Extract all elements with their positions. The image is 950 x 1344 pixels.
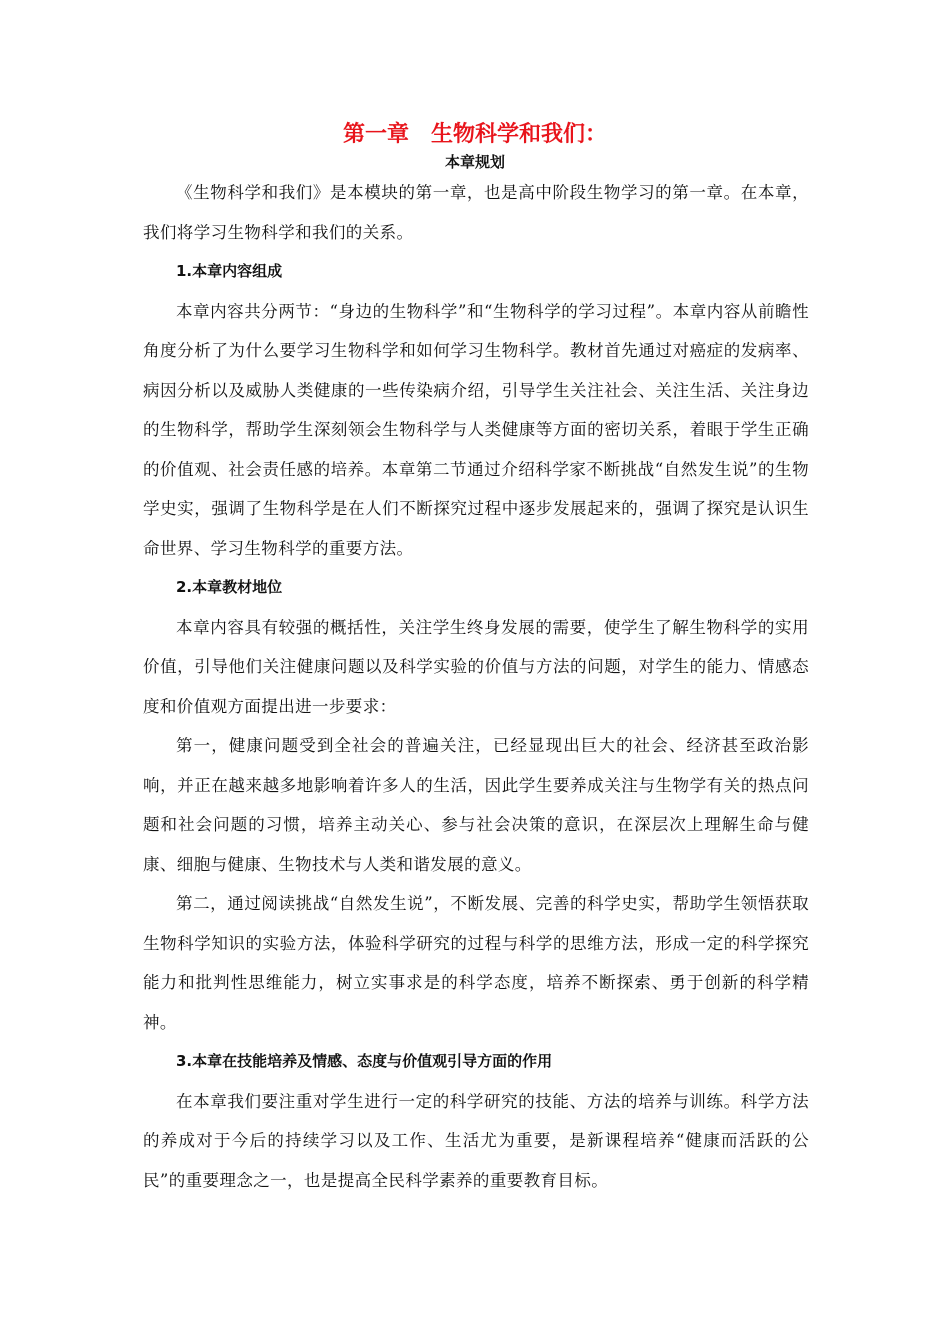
section-1: [143, 252, 809, 568]
chapter-title: 第一章 生物科学和我们：: [342, 122, 607, 147]
section-heading: 1.本章内容组成: [176, 262, 283, 280]
section-2: [143, 568, 809, 1042]
section-paragraph: 第一，健康问题受到全社会的普遍关注，已经显现出巨大的社会、经济甚至政治影响，并正在越来越多地影响着许多人的生活，因此学生要养成关注与生物学有关的热点问题和社会问题的习惯，培养主动关心、参与社会决策的意识，在深层次上理解生命与健康、细胞与健康、生物技术与人类和谐发展的意义。: [143, 736, 809, 874]
section-heading: 2.本章教材地位: [176, 578, 283, 596]
section-paragraph: 第二，通过阅读挑战“自然发生说”，不断发展、完善的科学史实，帮助学生领悟获取生物科学知识的实验方法，体验科学研究的过程与科学的思维方法，形成一定的科学探究能力和批判性思维能力，树立实事求是的科学态度，培养不断探索、勇于创新的科学精神。: [143, 894, 809, 1032]
section-paragraph: 本章内容具有较强的概括性，关注学生终身发展的需要，使学生了解生物科学的实用价值，引导他们关注健康问题以及科学实验的价值与方法的问题，对学生的能力、情感态度和价值观方面提出进一步要求：: [143, 617, 809, 716]
chapter-subtitle: 本章规划: [444, 153, 505, 171]
section-heading: 3.本章在技能培养及情感、态度与价值观引导方面的作用: [176, 1052, 553, 1070]
document-body: [143, 173, 809, 1200]
intro-paragraph: 《生物科学和我们》是本模块的第一章，也是高中阶段生物学习的第一章。在本章，我们将学习生物科学和我们的关系。: [143, 183, 809, 242]
section-paragraph: 本章内容共分两节：“身边的生物科学”和“生物科学的学习过程”。本章内容从前瞻性角度分析了为什么要学习生物科学和如何学习生物科学。教材首先通过对癌症的发病率、病因分析以及威胁人类健康的一些传染病介绍，引导学生关注社会、关注生活、关注身边的生物科学，帮助学生深刻领会生物科学与人类健康等方面的密切关系，着眼于学生正确的价值观、社会责任感的培养。本章第二节通过介绍科学家不断挑战“自然发生说”的生物学史实，强调了生物科学是在人们不断探究过程中逐步发展起来的，强调了探究是认识生命世界、学习生物科学的重要方法。: [143, 301, 809, 558]
section-paragraph: 在本章我们要注重对学生进行一定的科学研究的技能、方法的培养与训练。科学方法的养成对于今后的持续学习以及工作、生活尤为重要，是新课程培养“健康而活跃的公民”的重要理念之一，也是提高全民科学素养的重要教育目标。: [143, 1091, 809, 1190]
section-3: [143, 1042, 809, 1200]
